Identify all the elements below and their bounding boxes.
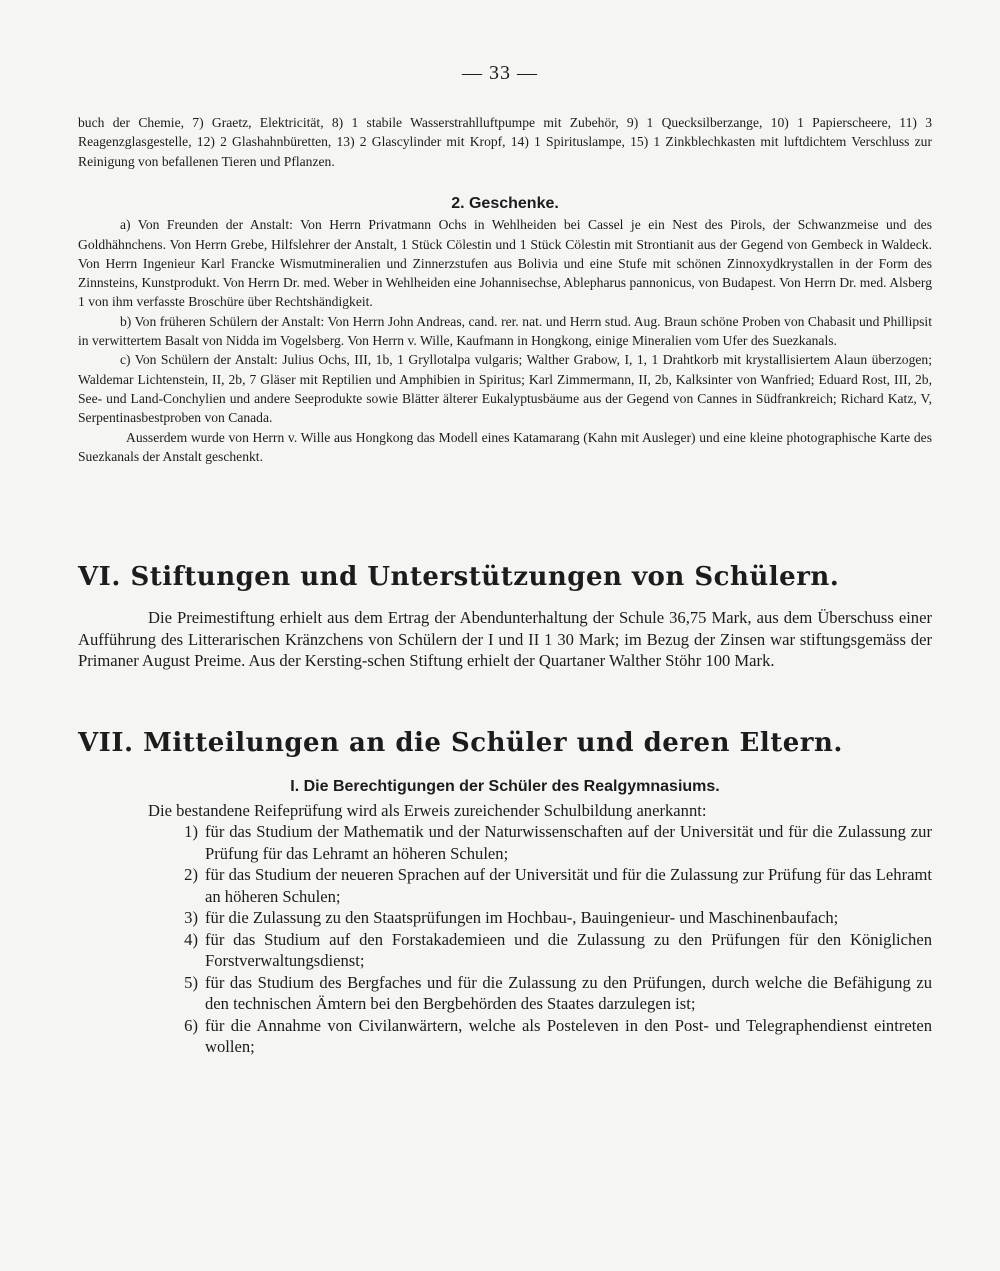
intro-paragraph — [78, 113, 932, 171]
section-7-heading: VII. Mitteilungen an die Schüler und deren Eltern. — [78, 728, 843, 758]
section-6-text: Die Preimestiftung erhielt aus dem Ertrag der Abendunterhaltung der Schule 36,75 Mark, aus dem Überschuss einer Aufführung des Litterarischen Kränzchens von Schülern der I und II 1 30 Mark; im Bezug der Zinsen war stiftungsgemäss der Primaner August Preime. Aus der Kersting-schen Stiftung erhielt der Quartaner Walther Stöhr 100 Mark. — [78, 608, 932, 670]
list-item — [78, 907, 932, 929]
list-item-number: 4) — [184, 929, 198, 949]
section-7 — [78, 728, 932, 758]
list-item — [78, 972, 932, 1015]
list-item-text: für das Studium der neueren Sprachen auf der Universität und für die Zulassung zur Prüfung für das Lehramt an höheren Schulen; — [205, 865, 932, 906]
page-number: — 33 — — [462, 62, 538, 84]
list-item — [78, 864, 932, 907]
list-item-text: für das Studium der Mathematik und der Naturwissenschaften auf der Universität und für die Zulassung zur Prüfung für das Lehramt an höheren Schulen; — [205, 822, 932, 863]
list-item-text: für das Studium des Bergfaches und für die Zulassung zu den Prüfungen, durch welche die Befähigung zu den technischen Ämtern bei den Bergbehörden des Staates darzulegen ist; — [205, 972, 932, 1013]
list-item-text: für die Zulassung zu den Staatsprüfungen im Hochbau-, Bauingenieur- und Maschinenbaufach; — [205, 908, 839, 927]
gifts-section — [78, 191, 932, 466]
gifts-paragraph-c: c) Von Schülern der Anstalt: Julius Ochs, III, 1b, 1 Gryllotalpa vulgaris; Walther Grabow, I, 1, 1 Drahtkorb mit krystallisiertem Alaun überzogen; Waldemar Lichtenstein, II, 2b, 7 Gläser mit Reptilien und Amphibien in Spiritus; Karl Zimmermann, II, 2b, Kalksinter von Wanfried; Eduard Rost, III, 2b, See- und Land-Conchylien und andere Seeprodukte sowie Blätter älterer Eukalyptusbäume aus der Gegend von Cannes in Südfrankreich; Richard Katz, V, Serpentinasbestproben von Canada. — [78, 352, 932, 426]
list-item — [78, 929, 932, 972]
list-item — [78, 1015, 932, 1058]
entitlements-list — [78, 821, 932, 1058]
section-6-body — [78, 607, 932, 672]
gifts-closing-paragraph: Ausserdem wurde von Herrn v. Wille aus Hongkong das Modell eines Katamarang (Kahn mit Ausleger) und eine kleine photographische Karte des Suezkanals der Anstalt geschenkt. — [78, 429, 932, 464]
section-6-heading: VI. Stiftungen und Unterstützungen von Schülern. — [78, 562, 840, 592]
intro-text: buch der Chemie, 7) Graetz, Elektricität, 8) 1 stabile Wasserstrahlluftpumpe mit Zubehör, 9) 1 Quecksilberzange, 10) 1 Papierscheere, 11) 3 Reagenzglasgestelle, 12) 2 Glashahnbüretten, 13) 2 Glascylinder mit Kropf, 14) 1 Spirituslampe, 15) 1 Zinkblechkasten mit luftdichtem Verschluss zur Reinigung von befallenen Tieren und Pflanzen. — [78, 115, 932, 169]
section-7-intro: Die bestandene Reifeprüfung wird als Erweis zureichender Schulbildung anerkannt: — [148, 800, 707, 820]
list-item-number: 1) — [184, 822, 198, 841]
list-item-number: 6) — [184, 1015, 198, 1035]
gifts-paragraph-a: a) Von Freunden der Anstalt: Von Herrn Privatmann Ochs in Wehlheiden bei Cassel je ein Nest des Pirols, der Schwanzmeise und des Goldhähnchens. Von Herrn Grebe, Hilfslehrer der Anstalt, 1 Stück Cölestin und 1 Stück Cölestin mit Strontianit aus der Gegend von Gembeck in Waldeck. Von Herrn Ingenieur Karl Francke Wismutmineralien und Zinnerzstufen aus Bolivia und eine Stufe mit schönen Zinnoxydkrystallen in der Form des Zinnsteins, Kunstprodukt. Von Herrn Dr. med. Weber in Wehlheiden eine Johannisechse, Ablepharus pannonicus, von Budapest. Von Herrn Dr. med. Alsberg 1 von ihm verfasste Broschüre über Rechtshändigkeit. — [78, 217, 932, 310]
list-item-number: 2) — [184, 865, 198, 884]
section-7-body — [78, 776, 932, 1058]
list-item-text: für die Annahme von Civilanwärtern, welche als Posteleven in den Post- und Telegraphendienst eintreten wollen; — [205, 1015, 932, 1056]
section-7-subheading: I. Die Berechtigungen der Schüler des Realgymnasiums. — [290, 778, 720, 795]
list-item-number: 3) — [184, 908, 198, 927]
section-6 — [78, 562, 932, 592]
gifts-heading: 2. Geschenke. — [451, 195, 559, 212]
list-item-text: für das Studium auf den Forstakademieen und die Zulassung zu den Prüfungen für den Königlichen Forstverwaltungsdienst; — [205, 929, 932, 970]
list-item — [78, 821, 932, 864]
list-item-number: 5) — [184, 972, 198, 992]
gifts-paragraph-b: b) Von früheren Schülern der Anstalt: Von Herrn John Andreas, cand. rer. nat. und Herrn stud. Aug. Braun schöne Proben von Chabasit und Phillipsit in verwittertem Basalt von Nidda im Vogelsberg. Von Herrn v. Wille, Kaufmann in Hongkong, einige Mineralien vom Ufer des Suezkanals. — [78, 313, 932, 349]
